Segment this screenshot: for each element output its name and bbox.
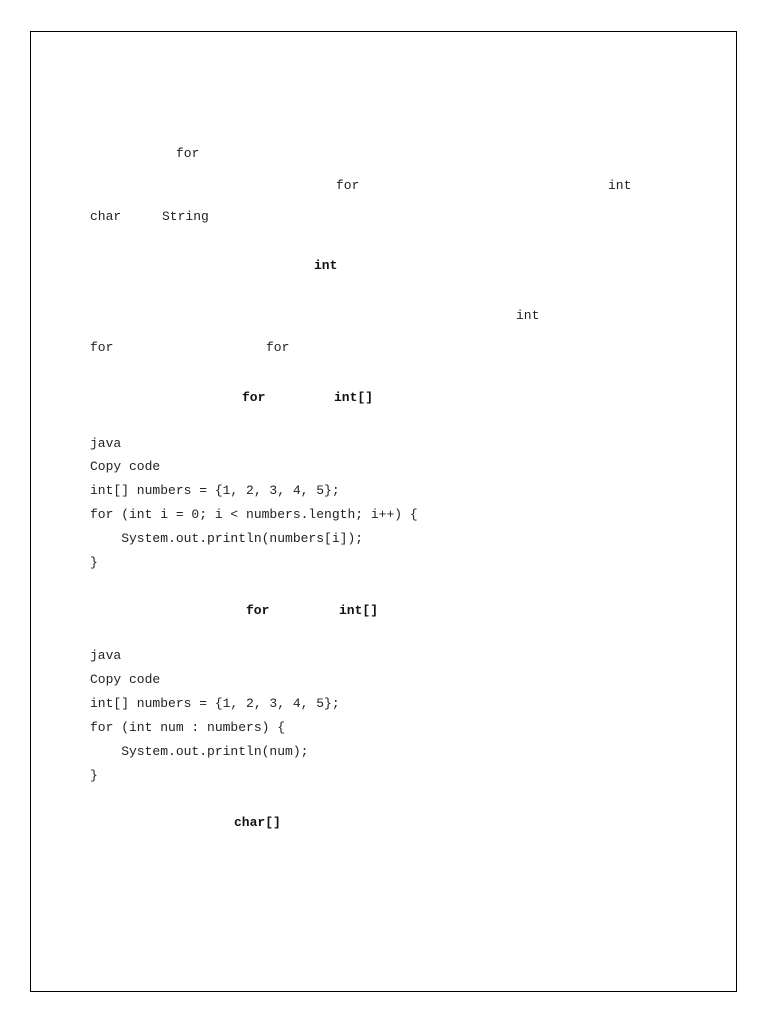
- heading-for: for: [246, 603, 270, 618]
- keyword-char: char: [90, 209, 122, 224]
- heading-int: int: [314, 258, 338, 273]
- code-line: int[] numbers = {1, 2, 3, 4, 5};: [90, 483, 340, 498]
- code-line: int[] numbers = {1, 2, 3, 4, 5};: [90, 696, 340, 711]
- code-line: }: [90, 768, 98, 783]
- copy-code-button[interactable]: Copy code: [90, 459, 161, 474]
- code-line: }: [90, 555, 98, 570]
- keyword-for: for: [176, 146, 200, 161]
- keyword-for: for: [266, 340, 290, 355]
- heading-int-array: int[]: [339, 603, 379, 618]
- code-line: System.out.println(numbers[i]);: [90, 531, 364, 546]
- copy-code-button[interactable]: Copy code: [90, 672, 161, 687]
- code-language-label: java: [90, 436, 122, 451]
- keyword-int: int: [608, 178, 632, 193]
- heading-for: for: [242, 390, 266, 405]
- code-line: System.out.println(num);: [90, 744, 309, 759]
- keyword-for: for: [90, 340, 114, 355]
- code-line: for (int num : numbers) {: [90, 720, 286, 735]
- keyword-string: String: [162, 209, 209, 224]
- code-line: for (int i = 0; i < numbers.length; i++) {: [90, 507, 418, 522]
- keyword-for: for: [336, 178, 360, 193]
- keyword-int: int: [516, 308, 540, 323]
- heading-int-array: int[]: [334, 390, 374, 405]
- heading-char-array: char[]: [234, 815, 281, 830]
- code-language-label: java: [90, 648, 122, 663]
